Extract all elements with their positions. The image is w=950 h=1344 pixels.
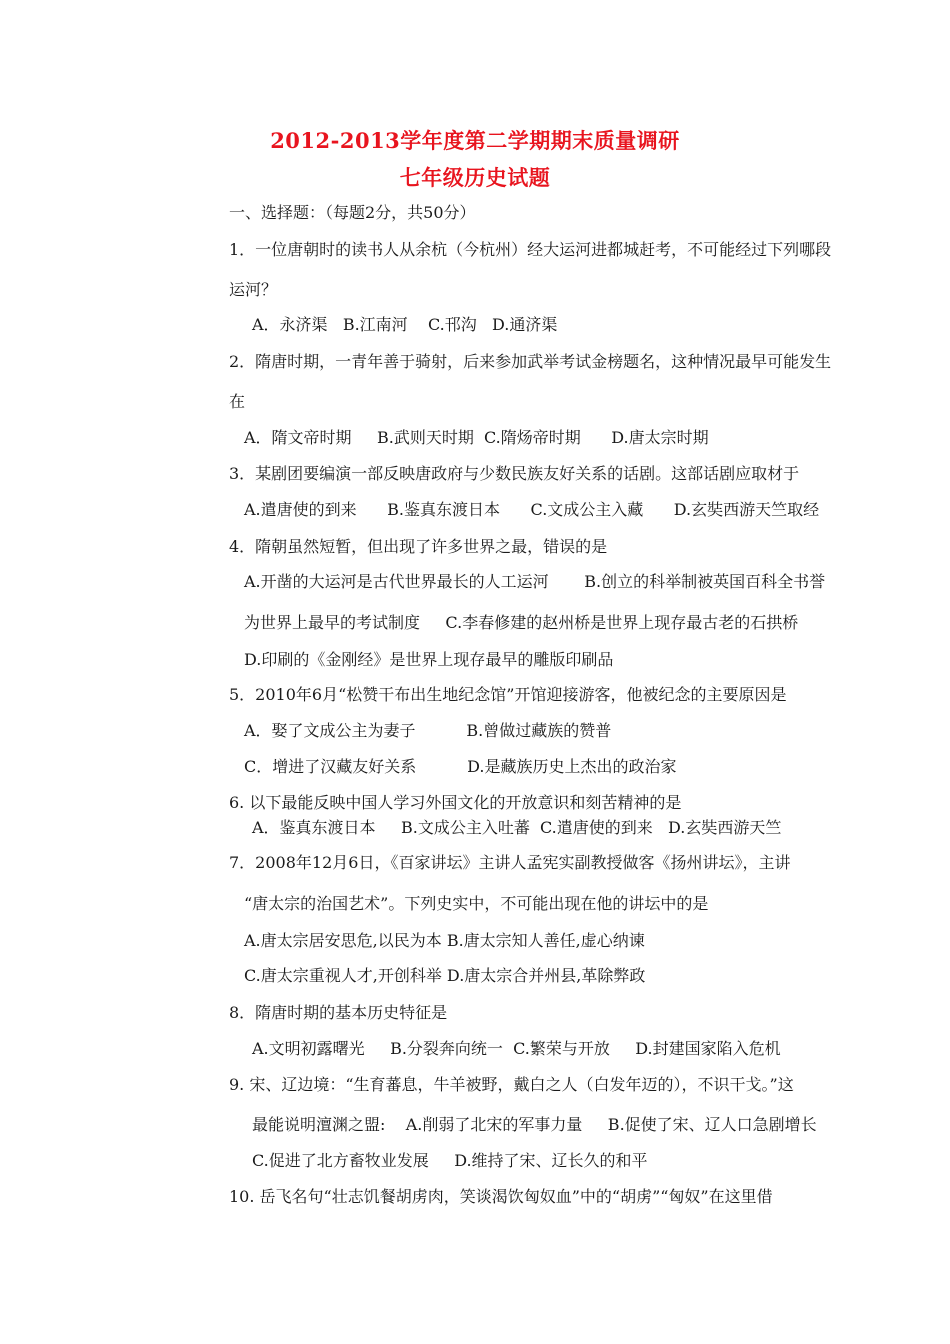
answer-options: A．娶了文成公主为妻子 B.曾做过藏族的赞普: [244, 721, 612, 740]
answer-options: 最能说明澶渊之盟: A.削弱了北宋的军事力量 B.促使了宋、辽人口急剧增长: [252, 1115, 817, 1134]
answer-options: C.唐太宗重视人才,开创科举 D.唐太宗合并州县,革除弊政: [244, 966, 646, 985]
question-line: 7．2008年12月6日，《百家讲坛》主讲人孟宪实副教授做客《扬州讲坛》，主讲: [229, 853, 791, 872]
question-line: 9. 宋、辽边境：“生育蕃息，牛羊被野，戴白之人（白发年迈的），不识干戈。”这: [229, 1075, 794, 1094]
page-title: 2012-2013学年度第二学期期末质量调研: [270, 128, 680, 153]
question-line: 3．某剧团要编演一部反映唐政府与少数民族友好关系的话剧。这部话剧应取材于: [229, 464, 800, 483]
answer-options: A.遣唐使的到来 B.鉴真东渡日本 C.文成公主入藏 D.玄奘西游天竺取经: [244, 500, 820, 519]
question-line: “唐太宗的治国艺术”。下列史实中，不可能出现在他的讲坛中的是: [244, 894, 709, 913]
question-line: 6. 以下最能反映中国人学习外国文化的开放意识和刻苦精神的是: [229, 793, 682, 812]
answer-options: C.促进了北方畜牧业发展 D.维持了宋、辽长久的和平: [252, 1151, 648, 1170]
page-subtitle: 七年级历史试题: [399, 165, 551, 190]
answer-options: C．增进了汉藏友好关系 D.是藏族历史上杰出的政治家: [244, 757, 677, 776]
answer-options: A.文明初露曙光 B.分裂奔向统一 C.繁荣与开放 D.封建国家陷入危机: [252, 1039, 781, 1058]
question-line: 8．隋唐时期的基本历史特征是: [229, 1003, 448, 1022]
question-line: 1．一位唐朝时的读书人从余杭（今杭州）经大运河进都城赶考，不可能经过下列哪段: [229, 240, 832, 259]
answer-options: A.唐太宗居安思危,以民为本 B.唐太宗知人善任,虚心纳谏: [244, 931, 645, 950]
answer-options: D.印刷的《金刚经》是世界上现存最早的雕版印刷品: [244, 650, 614, 669]
question-line: 10. 岳飞名句“壮志饥餐胡虏肉，笑谈渴饮匈奴血”中的“胡虏”“匈奴”在这里借: [229, 1187, 773, 1206]
question-line: 2．隋唐时期，一青年善于骑射，后来参加武举考试金榜题名，这种情况最早可能发生: [229, 352, 832, 371]
answer-options: 为世界上最早的考试制度 C.李春修建的赵州桥是世界上现存最古老的石拱桥: [244, 613, 799, 632]
answer-options: A．鉴真东渡日本 B.文成公主入吐蕃 C.遣唐使的到来 D.玄奘西游天竺: [252, 818, 782, 837]
answer-options: A.开凿的大运河是古代世界最长的人工运河 B.创立的科举制被英国百科全书誉: [244, 572, 826, 591]
question-line: 运河？: [229, 280, 278, 299]
answer-options: A．永济渠 B.江南河 C.邗沟 D.通济渠: [252, 315, 558, 334]
question-line: 4．隋朝虽然短暂，但出现了许多世界之最，错误的是: [229, 537, 608, 556]
question-line: 在: [229, 392, 246, 411]
section-heading: 一、选择题：（每题2分，共50分）: [229, 203, 476, 222]
answer-options: A．隋文帝时期 B.武则天时期 C.隋炀帝时期 D.唐太宗时期: [244, 428, 709, 447]
question-line: 5．2010年6月“松赞干布出生地纪念馆”开馆迎接游客，他被纪念的主要原因是: [229, 685, 787, 704]
